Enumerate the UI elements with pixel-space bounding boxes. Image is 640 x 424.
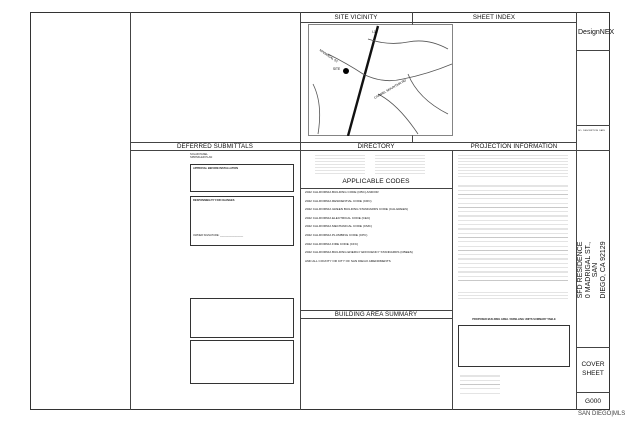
deferred-item: SOLAR PANEL	[190, 153, 208, 156]
revision-table	[578, 130, 610, 133]
code-item: 2022 CALIFORNIA GREEN BUILDING STANDARDS CODE (CALGREEN)	[305, 207, 408, 212]
map-label-site: SITE	[333, 67, 341, 71]
sheet-title-line2: SHEET	[582, 370, 604, 377]
building-data-block	[458, 182, 568, 282]
code-item: 2022 CALIFORNIA BUILDING CODE (CBC) AND/OR	[305, 190, 379, 194]
sheet-number: G000	[585, 398, 601, 405]
title-block-rule	[576, 50, 610, 51]
code-item: 2022 CALIFORNIA RESIDENTIAL CODE (CRC)	[305, 198, 372, 203]
title-block-rule	[576, 392, 610, 393]
changes-box-title: RESPONSIBILITY FOR CHANGES	[193, 199, 235, 202]
column-divider	[130, 12, 131, 410]
area-summary-table	[458, 325, 570, 367]
title-block-rule	[576, 347, 610, 348]
code-item: 2022 CALIFORNIA FIRE CODE (CFC)	[305, 241, 359, 246]
section-divider	[130, 150, 576, 151]
changes-box	[190, 196, 294, 246]
scope-of-work-block	[458, 290, 568, 300]
sheet-title	[576, 360, 610, 378]
deferred-item: SPRINKLER PLAN	[190, 156, 213, 160]
section-divider	[300, 22, 576, 23]
site-vicinity-header: SITE VICINITY	[334, 14, 378, 21]
code-item: 2022 CALIFORNIA BUILDING ENERGY EFFICIENCY STANDARDS (CBEES)	[305, 250, 413, 255]
revision-header-date: DATE	[599, 130, 605, 132]
site-marker	[343, 68, 349, 74]
approval-box	[190, 164, 294, 192]
code-item: 2022 CALIFORNIA ELECTRICAL CODE (CEC)	[305, 215, 371, 220]
deferred-submittals-header: DEFERRED SUBMITTALS	[176, 143, 254, 150]
code-item: 2022 CALIFORNIA MECHANICAL CODE (CMC)	[305, 224, 372, 229]
area-summary-title: PROPOSED BUILDING AREA / DWELLING UNITS SUMMARY TABLE	[472, 318, 556, 321]
sheet-index-header: SHEET INDEX	[472, 14, 516, 21]
deferred-items	[190, 153, 290, 160]
project-address-line2: DIEGO, CA 92129	[599, 241, 607, 299]
project-information-header: PROJECTION INFORMATION	[470, 143, 558, 150]
map-label-freeway: I-15	[372, 30, 378, 34]
watermark: SAN DIEGO|MLS	[578, 411, 626, 417]
owner-signature: OWNER SIGNATURE: ________________	[193, 234, 244, 238]
title-block-divider	[576, 12, 577, 410]
sheet-title-line1: COVER	[581, 361, 605, 368]
title-block-rule	[576, 150, 610, 151]
project-info-block	[458, 153, 568, 179]
section-divider	[300, 318, 452, 319]
directory-block	[315, 153, 365, 175]
vicinity-map	[308, 24, 453, 136]
approval-box-title: APPROVAL BEFORE INSTALLATION	[193, 167, 239, 170]
map-label-road: CARMEL MOUNTAIN RD	[373, 78, 407, 100]
codes-list	[305, 188, 450, 265]
note-box	[190, 340, 294, 384]
directory-header: DIRECTORY	[357, 143, 395, 150]
project-name: SFD RESIDENCE	[577, 241, 584, 299]
revision-header-description: DESCRIPTION	[583, 130, 599, 132]
map-label-street: MADRIGAL ST	[318, 48, 339, 64]
code-item: 2022 CALIFORNIA PLUMBING CODE (CPC)	[305, 232, 368, 237]
area-totals-block	[460, 372, 500, 394]
note-box	[190, 298, 294, 338]
column-divider	[300, 12, 301, 410]
section-divider	[452, 150, 453, 410]
firm-name: DesignNEX	[578, 29, 615, 36]
code-item: AND ALL COUNTY OR CITY OF SAN DIEGO AMENDMENTS	[305, 258, 391, 263]
building-area-summary-header: BUILDING AREA SUMMARY	[334, 311, 418, 318]
title-block-rule	[576, 125, 610, 126]
directory-block	[375, 153, 425, 175]
revision-header-no: NO.	[578, 130, 582, 132]
applicable-codes-header: APPLICABLE CODES	[342, 178, 410, 185]
project-title-vertical	[577, 240, 607, 300]
project-address-line1: 0 MADRIGAL ST., SAN	[584, 241, 600, 299]
